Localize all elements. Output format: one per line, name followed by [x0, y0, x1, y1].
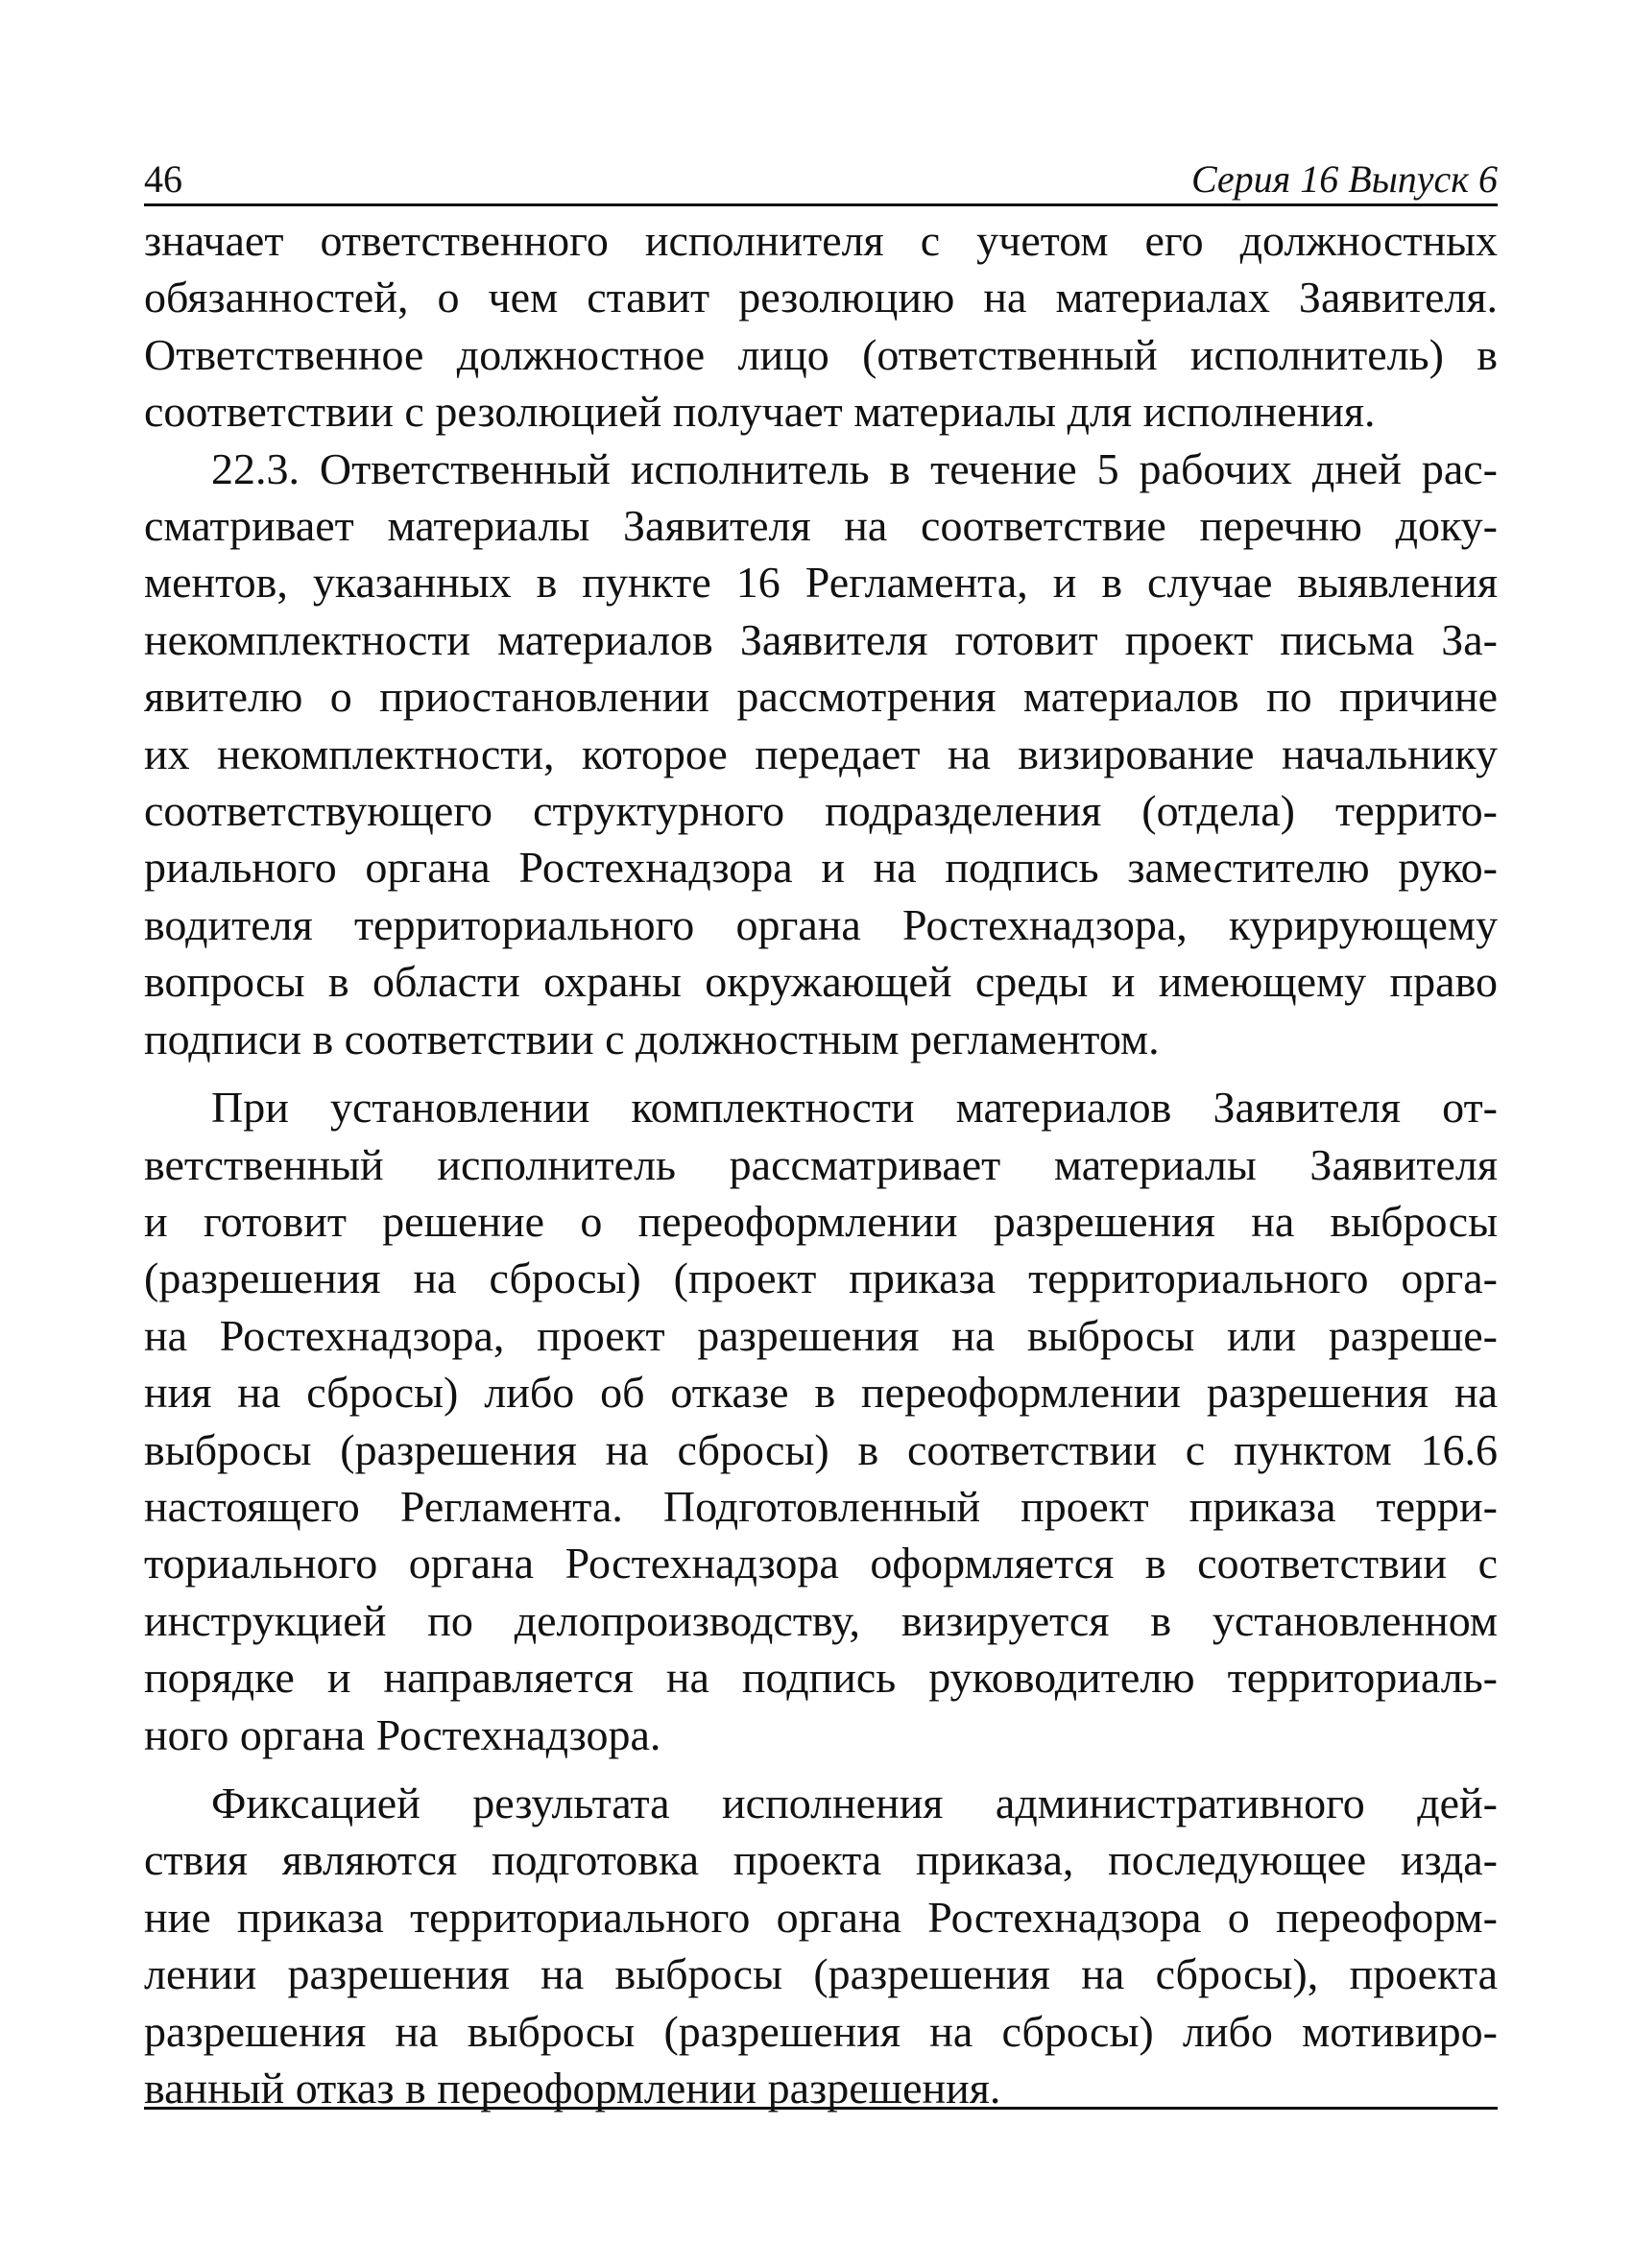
text-line: настоящего Регламента. Подготовленный проект приказа терри-	[144, 1481, 1498, 1531]
text-line: 22.3. Ответственный исполнитель в течение 5 рабочих дней рас-	[211, 443, 1498, 493]
text-line: ного органа Ростехнадзора.	[144, 1709, 661, 1759]
body-text	[144, 212, 1498, 2116]
paragraph	[144, 1079, 1498, 1763]
text-line: ния на сбросы) либо об отказе в переоформлении разрешения на	[144, 1368, 1498, 1418]
text-line: разрешения на выбросы (разрешения на сбросы) либо мотивиро-	[144, 2006, 1498, 2056]
text-line: ствия являются подготовка проекта приказа, последующее изда-	[144, 1835, 1498, 1885]
text-line: Ответственное должностное лицо (ответственный исполнитель) в	[144, 329, 1498, 379]
text-line: явителю о приостановлении рассмотрения материалов по причине	[144, 672, 1498, 722]
text-line: выбросы (разрешения на сбросы) в соответствии с пунктом 16.6	[144, 1424, 1498, 1474]
text-line: (разрешения на сбросы) (проект приказа территориального орга-	[144, 1253, 1498, 1303]
page-number: 46	[144, 157, 182, 201]
text-line: значает ответственного исполнителя с учетом его должностных	[144, 216, 1498, 265]
text-line: ние приказа территориального органа Ростехнадзора о переоформ-	[144, 1892, 1498, 1942]
text-line: сматривает материалы Заявителя на соответствие перечню доку-	[144, 501, 1498, 551]
text-line: обязанностей, о чем ставит резолюцию на материалах Заявителя.	[144, 273, 1498, 322]
text-line: риального органа Ростехнадзора и на подпись заместителю руко-	[144, 843, 1498, 893]
text-line: их некомплектности, которое передает на визирование начальнику	[144, 728, 1498, 778]
text-line: некомплектности материалов Заявителя готовит проект письма За-	[144, 614, 1498, 664]
text-line: ветственный исполнитель рассматривает материалы Заявителя	[144, 1139, 1498, 1189]
paragraph	[144, 212, 1498, 441]
paragraph	[144, 441, 1498, 1067]
text-line: соответствующего структурного подразделения (отдела) террито-	[144, 786, 1498, 836]
text-line: соответствии с резолюцией получает материалы для исполнения.	[144, 387, 1376, 437]
text-line: инструкцией по делопроизводству, визируется в установленном	[144, 1595, 1498, 1645]
text-line: лении разрешения на выбросы (разрешения на сбросы), проекта	[144, 1949, 1498, 1999]
running-header	[144, 144, 1498, 206]
text-line: Фиксацией результата исполнения административного дей-	[211, 1778, 1498, 1827]
text-line: подписи в соответствии с должностным регламентом.	[144, 1014, 1160, 1063]
paragraph	[144, 1775, 1498, 2116]
text-line: ториального органа Ростехнадзора оформляется в соответствии с	[144, 1539, 1498, 1588]
bottom-rule	[144, 2107, 1498, 2110]
series-title: Серия 16 Выпуск 6	[1190, 157, 1498, 201]
text-line: порядке и направляется на подпись руководителю территориаль-	[144, 1653, 1498, 1703]
text-line: При установлении комплектности материалов Заявителя от-	[211, 1083, 1498, 1133]
text-line: на Ростехнадзора, проект разрешения на выбросы или разреше-	[144, 1310, 1498, 1360]
document-page	[144, 144, 1498, 2116]
text-line: водителя территориального органа Ростехнадзора, курирующему	[144, 899, 1498, 949]
text-line: ментов, указанных в пункте 16 Регламента, и в случае выявления	[144, 558, 1498, 608]
text-line: вопросы в области охраны окружающей среды и имеющему право	[144, 957, 1498, 1007]
text-line: и готовит решение о переоформлении разрешения на выбросы	[144, 1196, 1498, 1246]
text-line: ванный отказ в переоформлении разрешения.	[144, 2064, 1001, 2113]
